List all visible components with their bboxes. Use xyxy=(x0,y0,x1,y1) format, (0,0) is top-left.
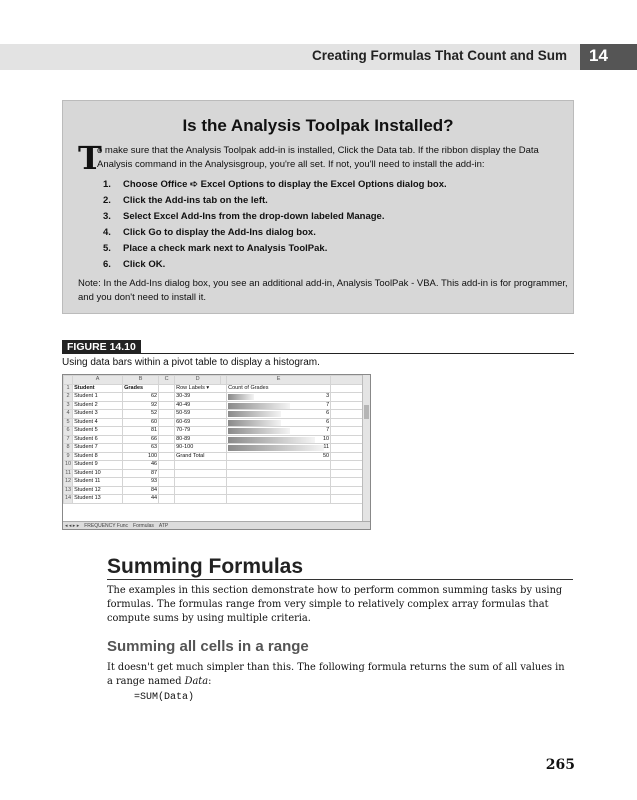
chapter-number-tab: 14 xyxy=(580,44,637,70)
table-row: 14 Student 13 44 xyxy=(64,495,363,504)
column-header-row: A B C D E xyxy=(64,376,363,385)
table-row: 13 Student 12 84 xyxy=(64,486,363,495)
data-bar xyxy=(228,420,281,426)
section-paragraph: The examples in this section demonstrate how to perform common summing tasks by using formulas. The formulas range from very simple to relatively complex array formulas that compute sums by using multiple criteria. xyxy=(107,585,563,624)
figure-label: FIGURE 14.10 xyxy=(62,340,141,354)
table-row: 3 Student 2 92 40-49 7 xyxy=(64,401,363,410)
data-bar xyxy=(228,403,289,409)
subsection-paragraph: It doesn't get much simpler than this. The following formula returns the sum of all values in a range named Data: xyxy=(107,662,565,687)
table-row: 9 Student 8 100 Grand Total 50 xyxy=(64,452,363,461)
list-item: 2. Click the Add-ins tab on the left. xyxy=(103,195,268,206)
sheet-nav-arrows: ◂ ◂ ▸ ▸ xyxy=(65,522,80,529)
spreadsheet-screenshot xyxy=(62,374,371,530)
sidebar-note: Note: In the Add-Ins dialog box, you see an additional add-in, Analysis ToolPak - VBA. This add-in is for programmer, and you don't need to install it. xyxy=(78,278,568,303)
table-row: 10 Student 9 46 xyxy=(64,461,363,470)
table-row: 7 Student 6 66 80-89 10 xyxy=(64,435,363,444)
list-item: 6. Click OK. xyxy=(103,259,166,270)
sheet-tab: Formulas xyxy=(133,522,154,529)
table-row: 5 Student 4 60 60-69 6 xyxy=(64,418,363,427)
data-bar xyxy=(228,411,281,417)
data-bar xyxy=(228,394,254,400)
section-heading: Summing Formulas xyxy=(107,555,304,578)
data-bar xyxy=(228,428,289,434)
table-row: 6 Student 5 81 70-79 7 xyxy=(64,427,363,436)
sheet-tab: FREQUENCY Func xyxy=(84,522,129,529)
sidebar-box xyxy=(62,100,574,314)
sheet-tab-bar xyxy=(63,521,370,529)
sheet-tab: ATP xyxy=(158,522,169,529)
data-bar xyxy=(228,445,324,451)
table-row: 1 Student Grades Row Labels ▾ Count of Grades xyxy=(64,384,363,393)
list-item: 3. Select Excel Add-Ins from the drop-down labeled Manage. xyxy=(103,211,385,222)
running-header-title: Creating Formulas That Count and Sum xyxy=(311,48,567,63)
install-steps-list xyxy=(103,179,447,275)
data-bar xyxy=(228,437,315,443)
table-row: 12 Student 11 93 xyxy=(64,478,363,487)
code-sample: =SUM(Data) xyxy=(134,692,195,703)
vertical-scrollbar xyxy=(362,375,370,523)
table-row: 11 Student 10 87 xyxy=(64,469,363,478)
table-row: 8 Student 7 63 90-100 11 xyxy=(64,444,363,453)
subsection-heading: Summing all cells in a range xyxy=(107,638,309,655)
spreadsheet-grid xyxy=(63,375,363,504)
list-item: 1. Choose Office ➪ Excel Options to display the Excel Options dialog box. xyxy=(103,179,447,190)
sidebar-title: Is the Analysis Toolpak Installed? xyxy=(182,116,454,135)
page-number: 265 xyxy=(545,757,575,773)
list-item: 4. Click Go to display the Add-Ins dialog box. xyxy=(103,227,316,238)
table-row: 4 Student 3 52 50-59 6 xyxy=(64,410,363,419)
table-row: 2 Student 1 62 30-39 3 xyxy=(64,393,363,402)
sidebar-intro: o make sure that the Analysis Toolpak add-in is installed, Click the Data tab. If the ribbon display the Data Analysis command in the Analysisgroup, you're all set. If not, you'll need to install the add-in: xyxy=(97,145,539,170)
sidebar-dropcap: T xyxy=(78,139,102,177)
figure-caption: Using data bars within a pivot table to display a histogram. xyxy=(62,357,320,368)
list-item: 5. Place a check mark next to Analysis ToolPak. xyxy=(103,243,328,254)
section-rule xyxy=(107,579,573,580)
